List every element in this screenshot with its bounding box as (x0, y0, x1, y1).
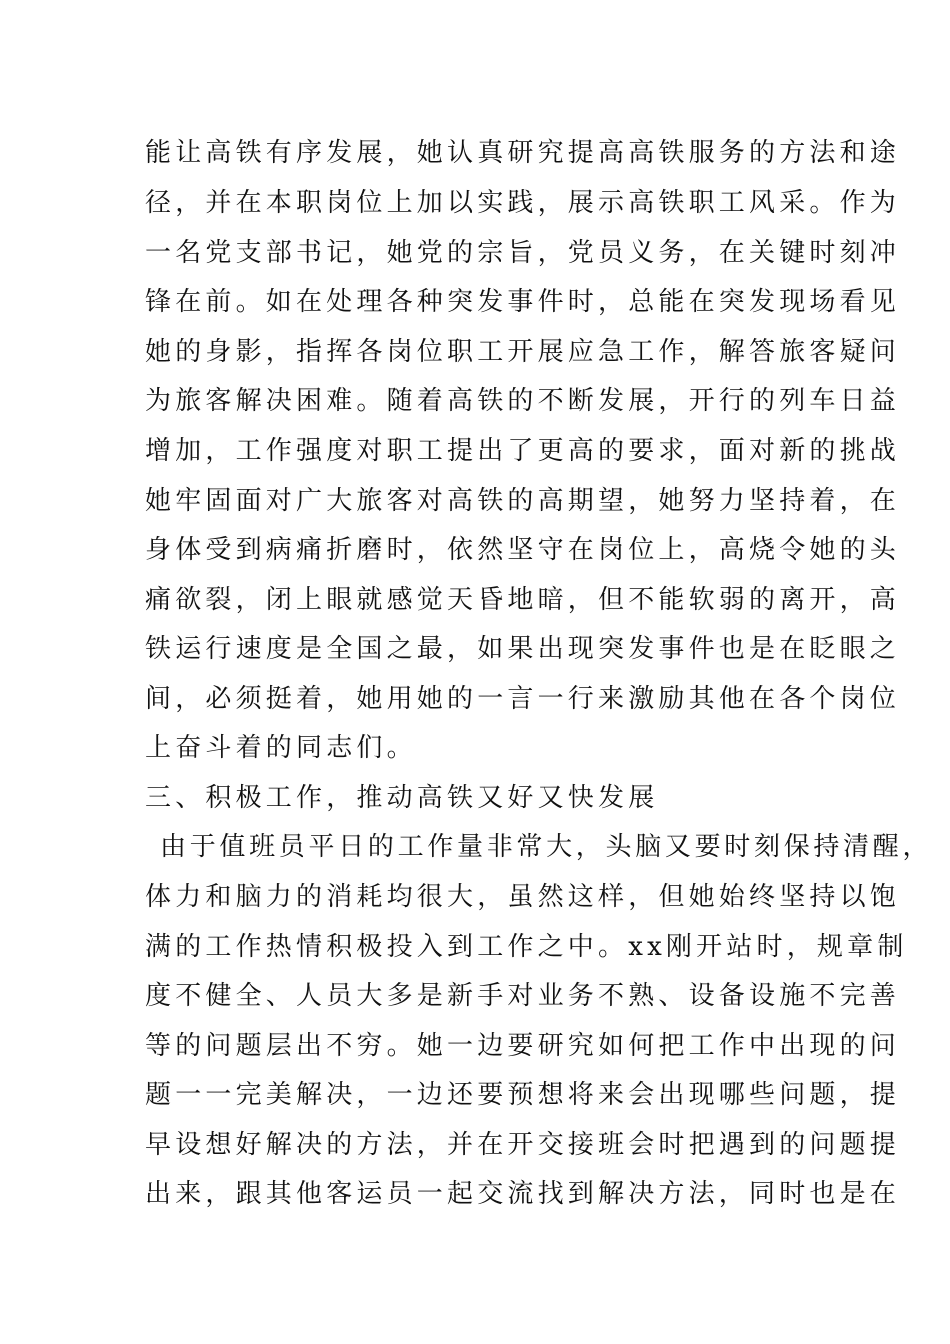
paragraph-line: 题一一完美解决，一边还要预想将来会出现哪些问题，提 (145, 1080, 901, 1110)
paragraph-line: 一名党支部书记，她党的宗旨，党员义务，在关键时刻冲 (145, 238, 901, 268)
paragraph-line: 早设想好解决的方法，并在开交接班会时把遇到的问题提 (145, 1130, 901, 1160)
paragraph-line: 满的工作热情积极投入到工作之中。xx刚开站时，规章制 (145, 932, 908, 962)
paragraph-line: 由于值班员平日的工作量非常大，头脑又要时刻保持清醒， (160, 832, 933, 862)
paragraph-line: 径，并在本职岗位上加以实践，展示高铁职工风采。作为 (145, 188, 901, 218)
paragraph-line: 为旅客解决困难。随着高铁的不断发展，开行的列车日益 (145, 386, 901, 416)
paragraph-line: 度不健全、人员大多是新手对业务不熟、设备设施不完善 (145, 981, 901, 1011)
paragraph-line: 等的问题层出不穷。她一边要研究如何把工作中出现的问 (145, 1031, 901, 1061)
paragraph-line: 痛欲裂，闭上眼就感觉天昏地暗，但不能软弱的离开，高 (145, 585, 901, 615)
paragraph-line: 出来，跟其他客运员一起交流找到解决方法，同时也是在 (145, 1179, 901, 1209)
paragraph-line: 铁运行速度是全国之最，如果出现突发事件也是在眨眼之 (145, 634, 901, 664)
paragraph-line: 能让高铁有序发展，她认真研究提高高铁服务的方法和途 (145, 138, 901, 168)
paragraph-line: 体力和脑力的消耗均很大，虽然这样，但她始终坚持以饱 (145, 882, 901, 912)
paragraph-line: 增加，工作强度对职工提出了更高的要求，面对新的挑战 (145, 436, 901, 466)
paragraph-line: 身体受到病痛折磨时，依然坚守在岗位上，高烧令她的头 (145, 535, 901, 565)
paragraph-line: 上奋斗着的同志们。 (145, 733, 417, 763)
paragraph-line: 锋在前。如在处理各种突发事件时，总能在突发现场看见 (145, 287, 901, 317)
paragraph-line: 她的身影，指挥各岗位职工开展应急工作，解答旅客疑问 (145, 337, 901, 367)
paragraph-line: 她牢固面对广大旅客对高铁的高期望，她努力坚持着，在 (145, 486, 901, 516)
paragraph-line: 间，必须挺着，她用她的一言一行来激励其他在各个岗位 (145, 684, 901, 714)
section-heading: 三、积极工作，推动高铁又好又快发展 (145, 783, 659, 813)
